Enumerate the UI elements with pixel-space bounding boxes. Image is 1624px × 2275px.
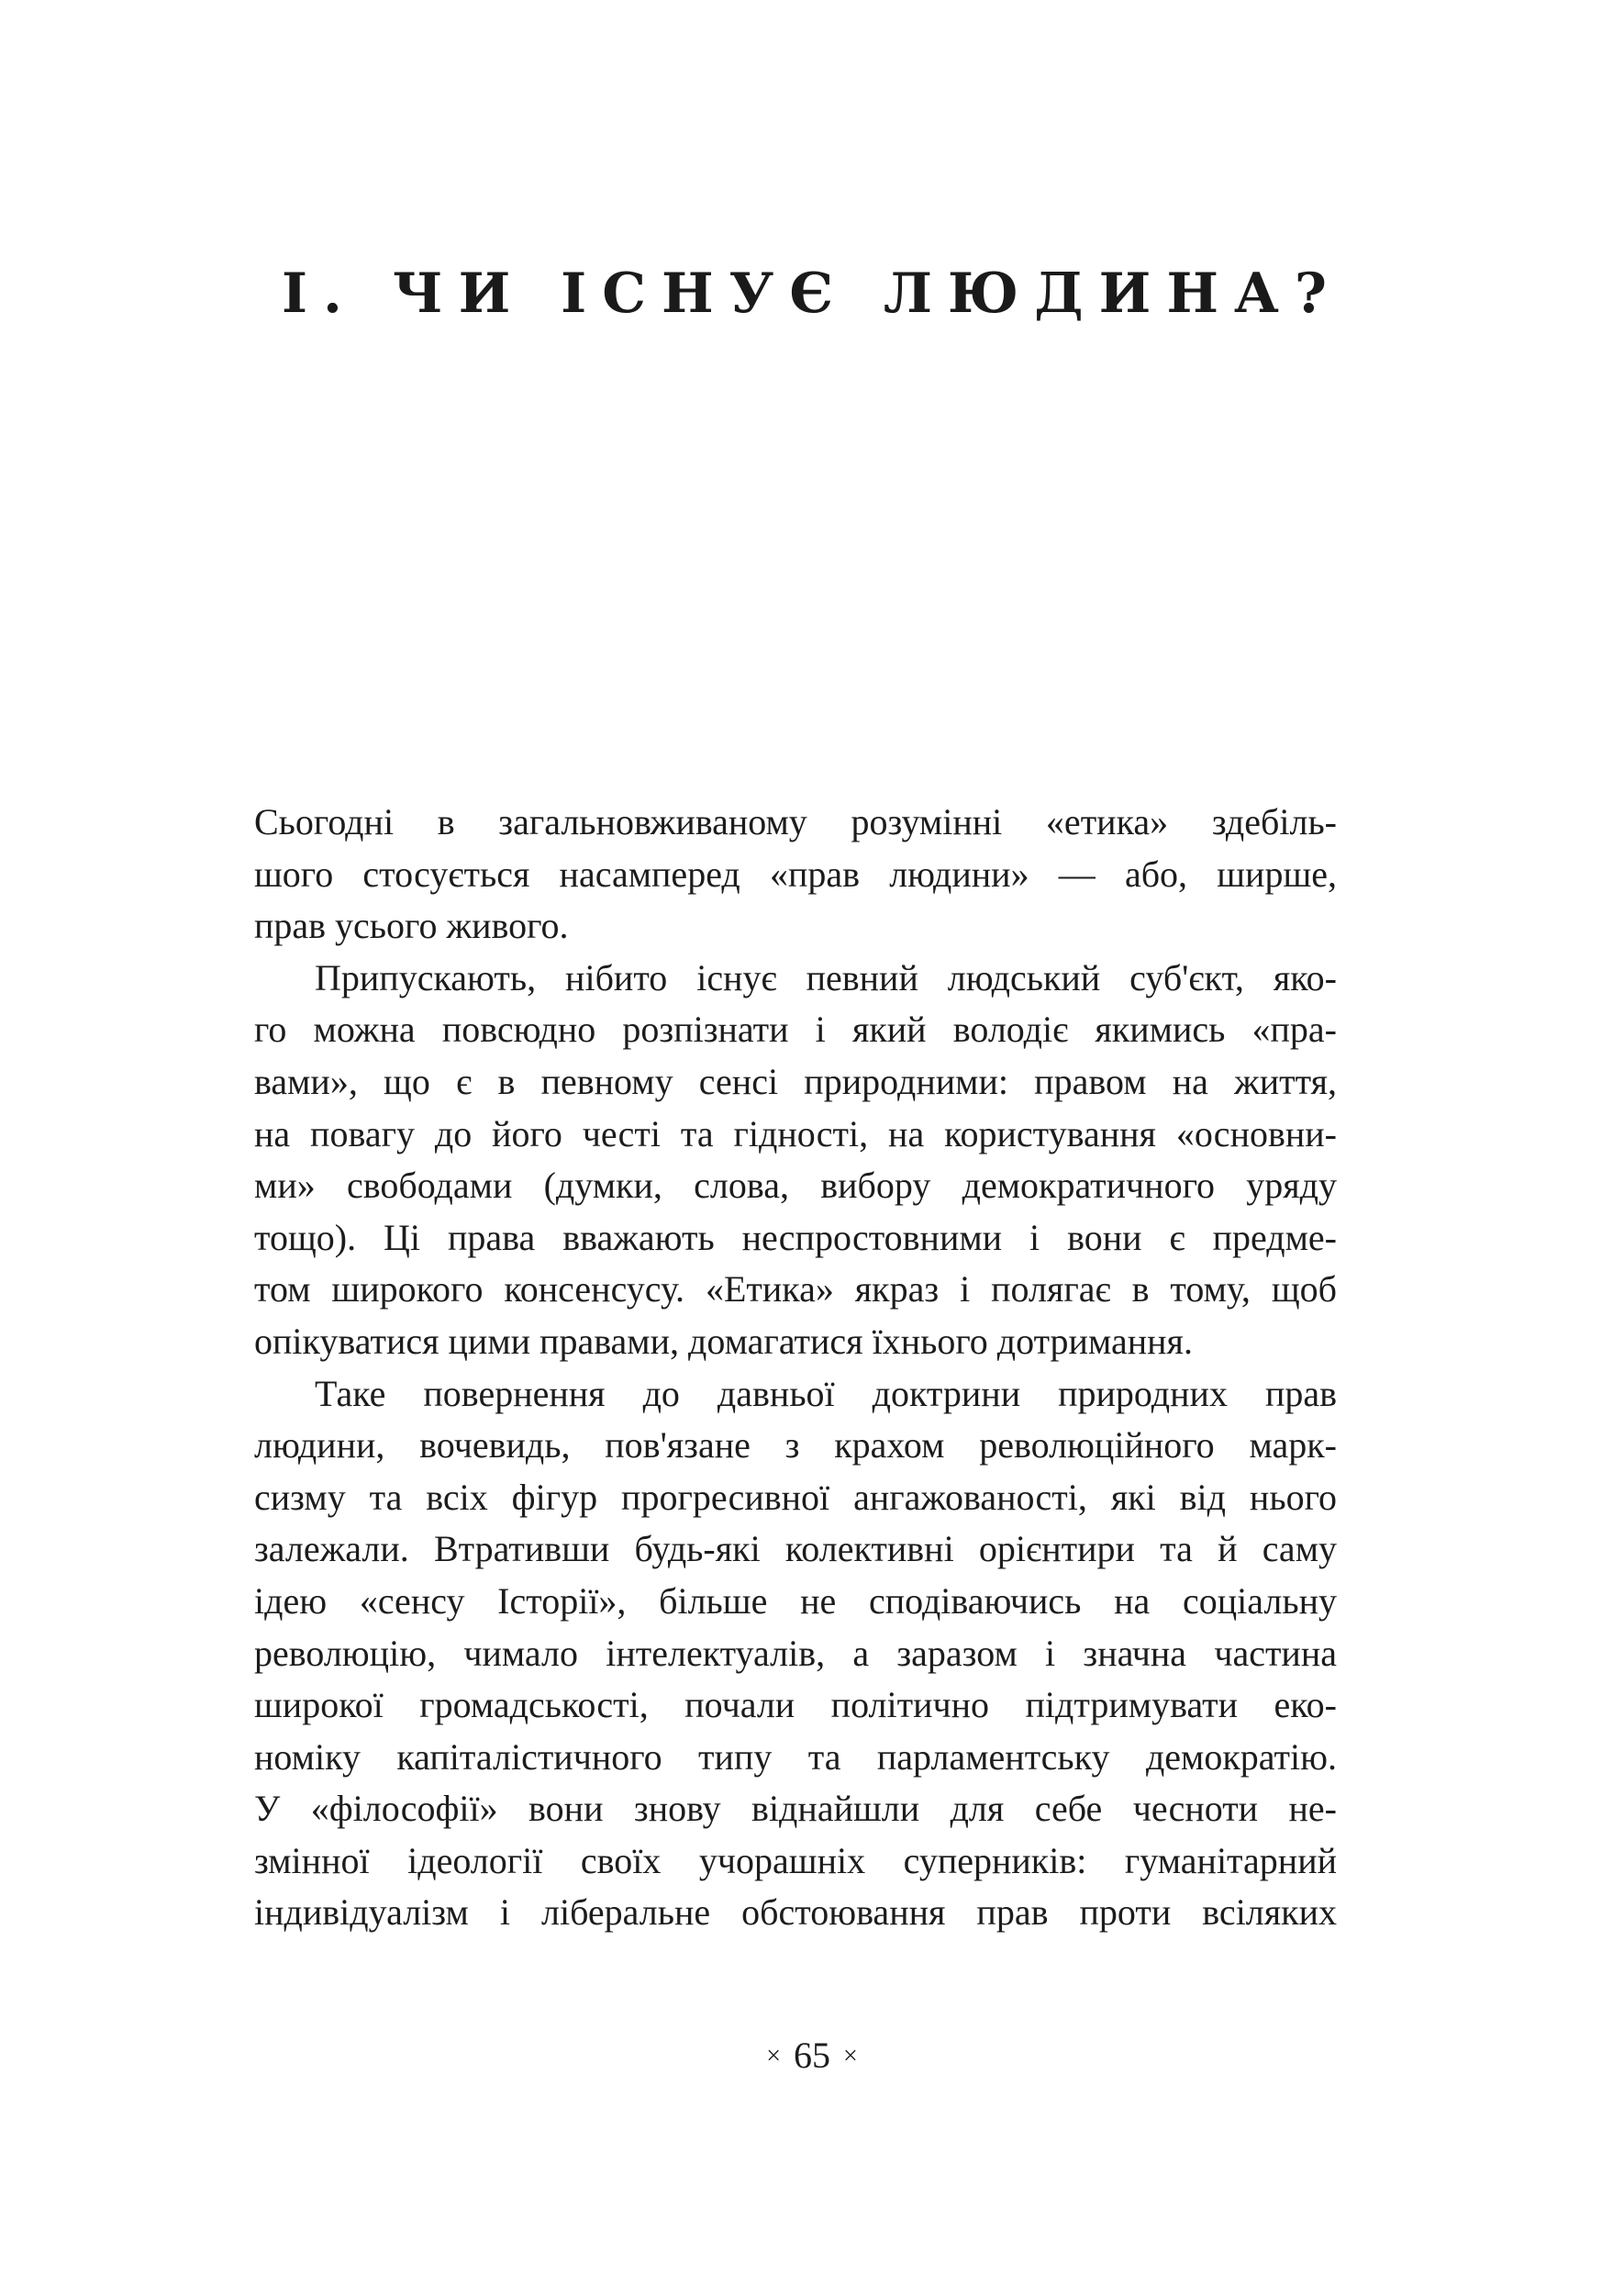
text-line: людини, вочевидь, пов'язане з крахом революційного марк- bbox=[254, 1424, 1337, 1466]
text-line: Сьогодні в загальновживаному розумінні «етика» здебіль- bbox=[254, 801, 1337, 842]
text-line: революцію, чимало інтелектуалів, а заразом і значна частина bbox=[254, 1632, 1337, 1674]
text-line: Припускають, нібито існує певний людський суб'єкт, яко- bbox=[315, 956, 1337, 998]
text-line: опікуватися цими правами, домагатися їхнього дотримання. bbox=[254, 1320, 1193, 1362]
chapter-title: І. ЧИ ІСНУЄ ЛЮДИНА? bbox=[281, 262, 1343, 326]
text-line: тощо). Ці права вважають неспростовними і вони є предме- bbox=[254, 1216, 1337, 1258]
text-line: номіку капіталістичного типу та парламентську демократію. bbox=[254, 1735, 1337, 1778]
page-number: 65 bbox=[794, 2035, 830, 2076]
text-line: У «філософії» вони знову віднайшли для себе чесноти не- bbox=[254, 1788, 1337, 1830]
text-line: Таке повернення до давньої доктрини природних прав bbox=[315, 1372, 1337, 1414]
ornament-right-icon: × bbox=[843, 2041, 858, 2070]
text-line: змінної ідеології своїх учорашніх суперників: гуманітарний bbox=[254, 1839, 1337, 1881]
text-line: шого стосується насамперед «прав людини» — або, ширше, bbox=[254, 853, 1337, 895]
paragraph-1 bbox=[254, 797, 1337, 953]
text-line: го можна повсюдно розпізнати і який володіє якимись «пра- bbox=[254, 1009, 1337, 1051]
paragraph-2 bbox=[254, 953, 1337, 1368]
text-line: том широкого консенсусу. «Етика» якраз і полягає в тому, щоб bbox=[254, 1268, 1337, 1310]
body-text bbox=[254, 797, 1337, 1939]
text-line: сизму та всіх фігур прогресивної ангажованості, які від нього bbox=[254, 1476, 1337, 1518]
ornament-left-icon: × bbox=[766, 2041, 781, 2070]
text-line: широкої громадськості, почали політично підтримувати еко- bbox=[254, 1684, 1337, 1726]
text-line: ми» свободами (думки, слова, вибору демократичного уряду bbox=[254, 1165, 1337, 1207]
text-line: прав усього живого. bbox=[254, 905, 569, 947]
page-footer bbox=[0, 2030, 1624, 2085]
paragraph-3 bbox=[254, 1368, 1337, 1940]
text-line: вами», що є в певному сенсі природними: правом на життя, bbox=[254, 1060, 1337, 1102]
text-line: індивідуалізм і ліберальне обстоювання прав проти всіляких bbox=[254, 1891, 1337, 1934]
text-line: ідею «сенсу Історії», більше не сподіваючись на соціальну bbox=[254, 1579, 1337, 1622]
text-line: на повагу до його честі та гідності, на користування «основни- bbox=[254, 1112, 1337, 1154]
text-line: залежали. Втративши будь-які колективні орієнтири та й саму bbox=[254, 1528, 1337, 1570]
